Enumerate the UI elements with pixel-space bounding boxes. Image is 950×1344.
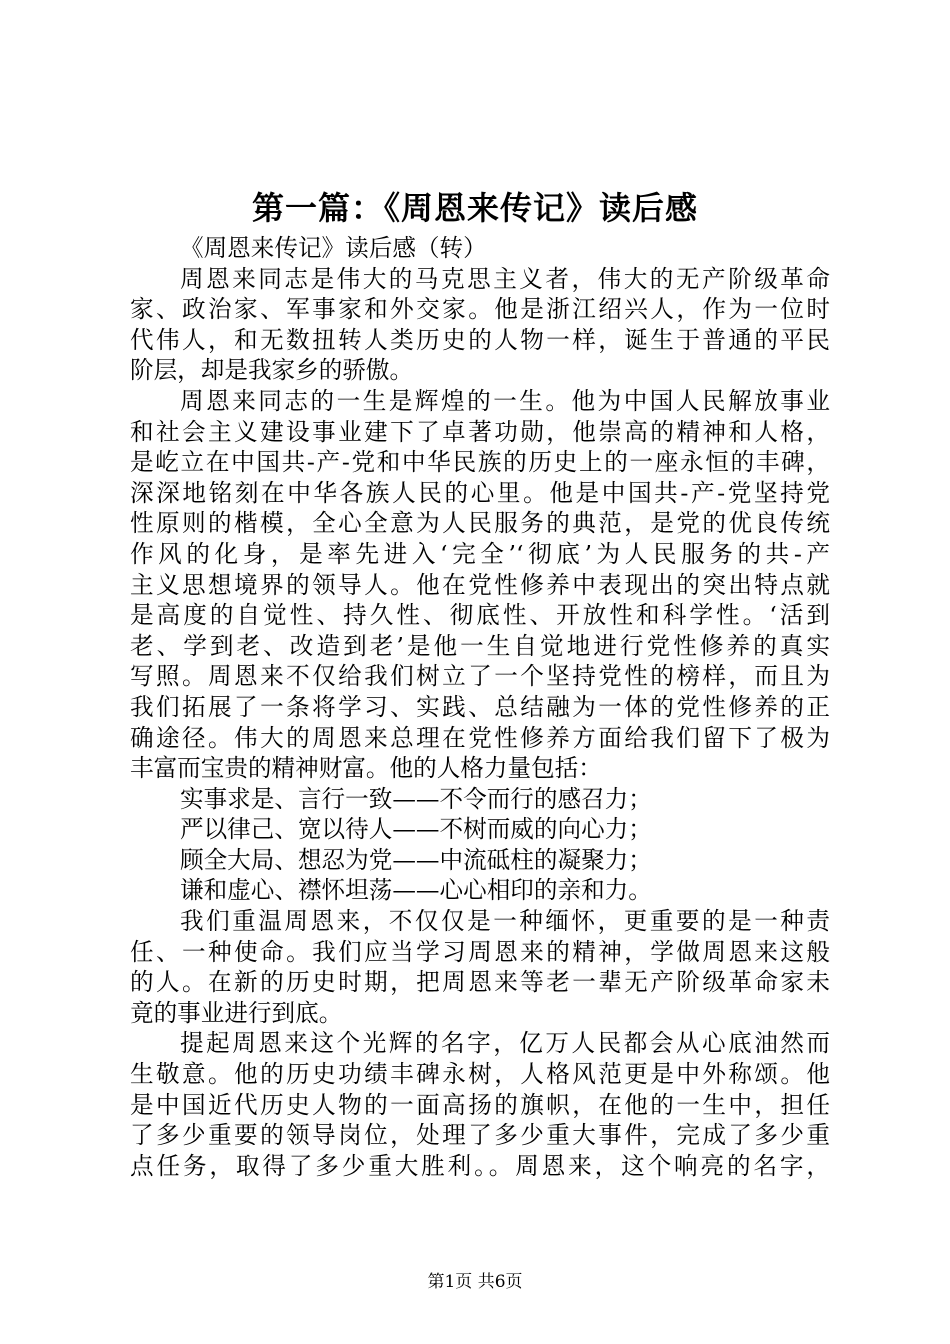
page-footer: 第1页 共6页 bbox=[427, 1272, 523, 1292]
body-line: 我们重温周恩来，不仅仅是一种缅怀，更重要的是一种责 bbox=[180, 907, 830, 936]
body-line: 主义思想境界的领导人。他在党性修养中表现出的突出特点就 bbox=[130, 570, 830, 599]
body-line: 老、学到老、改造到老’是他一生自觉地进行党性修养的真实 bbox=[130, 631, 830, 660]
body-line: 作风的化身，是率先进入‘完全’‘彻底’为人民服务的共-产 bbox=[130, 539, 830, 568]
body-line: 写照。周恩来不仅给我们树立了一个坚持党性的榜样，而且为 bbox=[130, 662, 830, 691]
body-line: 提起周恩来这个光辉的名字，亿万人民都会从心底油然而 bbox=[180, 1029, 830, 1058]
body-line: 生敬意。他的历史功绩丰碑永树，人格风范更是中外称颂。他 bbox=[130, 1060, 830, 1089]
body-line: 是中国近代历史人物的一面高扬的旗帜，在他的一生中，担任 bbox=[130, 1090, 830, 1119]
body-line: 《周恩来传记》读后感（转） bbox=[180, 234, 487, 262]
body-line: 是高度的自觉性、持久性、彻底性、开放性和科学性。‘活到 bbox=[130, 601, 830, 630]
body-line: 了多少重要的领导岗位，处理了多少重大事件，完成了多少重 bbox=[130, 1121, 830, 1150]
body-line: 点任务，取得了多少重大胜利。。周恩来，这个响亮的名字， bbox=[130, 1151, 830, 1180]
body-line: 深深地铭刻在中华各族人民的心里。他是中国共-产-党坚持党 bbox=[130, 478, 830, 507]
body-line: 家、政治家、军事家和外交家。他是浙江绍兴人，作为一位时 bbox=[130, 295, 830, 324]
body-line: 是屹立在中国共-产-党和中华民族的历史上的一座永恒的丰碑， bbox=[130, 448, 830, 477]
body-line: 我们拓展了一条将学习、实践、总结融为一体的党性修养的正 bbox=[130, 692, 830, 721]
body-line: 性原则的楷模，全心全意为人民服务的典范，是党的优良传统 bbox=[130, 509, 830, 538]
body-line: 严以律己、宽以待人——不树而威的向心力； bbox=[180, 815, 652, 844]
body-line: 确途径。伟大的周恩来总理在党性修养方面给我们留下了极为 bbox=[130, 723, 830, 752]
body-line: 代伟人，和无数扭转人类历史的人物一样，诞生于普通的平民 bbox=[130, 325, 830, 354]
body-line: 丰富而宝贵的精神财富。他的人格力量包括： bbox=[130, 754, 602, 783]
body-line: 周恩来同志的一生是辉煌的一生。他为中国人民解放事业 bbox=[180, 386, 830, 415]
body-line: 顾全大局、想忍为党——中流砥柱的凝聚力； bbox=[180, 845, 652, 874]
body-line: 周恩来同志是伟大的马克思主义者，伟大的无产阶级革命 bbox=[180, 264, 830, 293]
body-line: 和社会主义建设事业建下了卓著功勋，他崇高的精神和人格， bbox=[130, 417, 830, 446]
body-line: 谦和虚心、襟怀坦荡——心心相印的亲和力。 bbox=[180, 876, 652, 905]
body-line: 实事求是、言行一致——不令而行的感召力； bbox=[180, 784, 652, 813]
body-line: 的人。在新的历史时期，把周恩来等老一辈无产阶级革命家未 bbox=[130, 968, 830, 997]
document-title: 第一篇：《周恩来传记》读后感 bbox=[251, 189, 698, 227]
body-line: 任、一种使命。我们应当学习周恩来的精神，学做周恩来这般 bbox=[130, 937, 830, 966]
body-line: 阶层，却是我家乡的骄傲。 bbox=[130, 356, 414, 385]
document-body bbox=[130, 233, 830, 1181]
body-line: 竟的事业进行到底。 bbox=[130, 998, 343, 1027]
